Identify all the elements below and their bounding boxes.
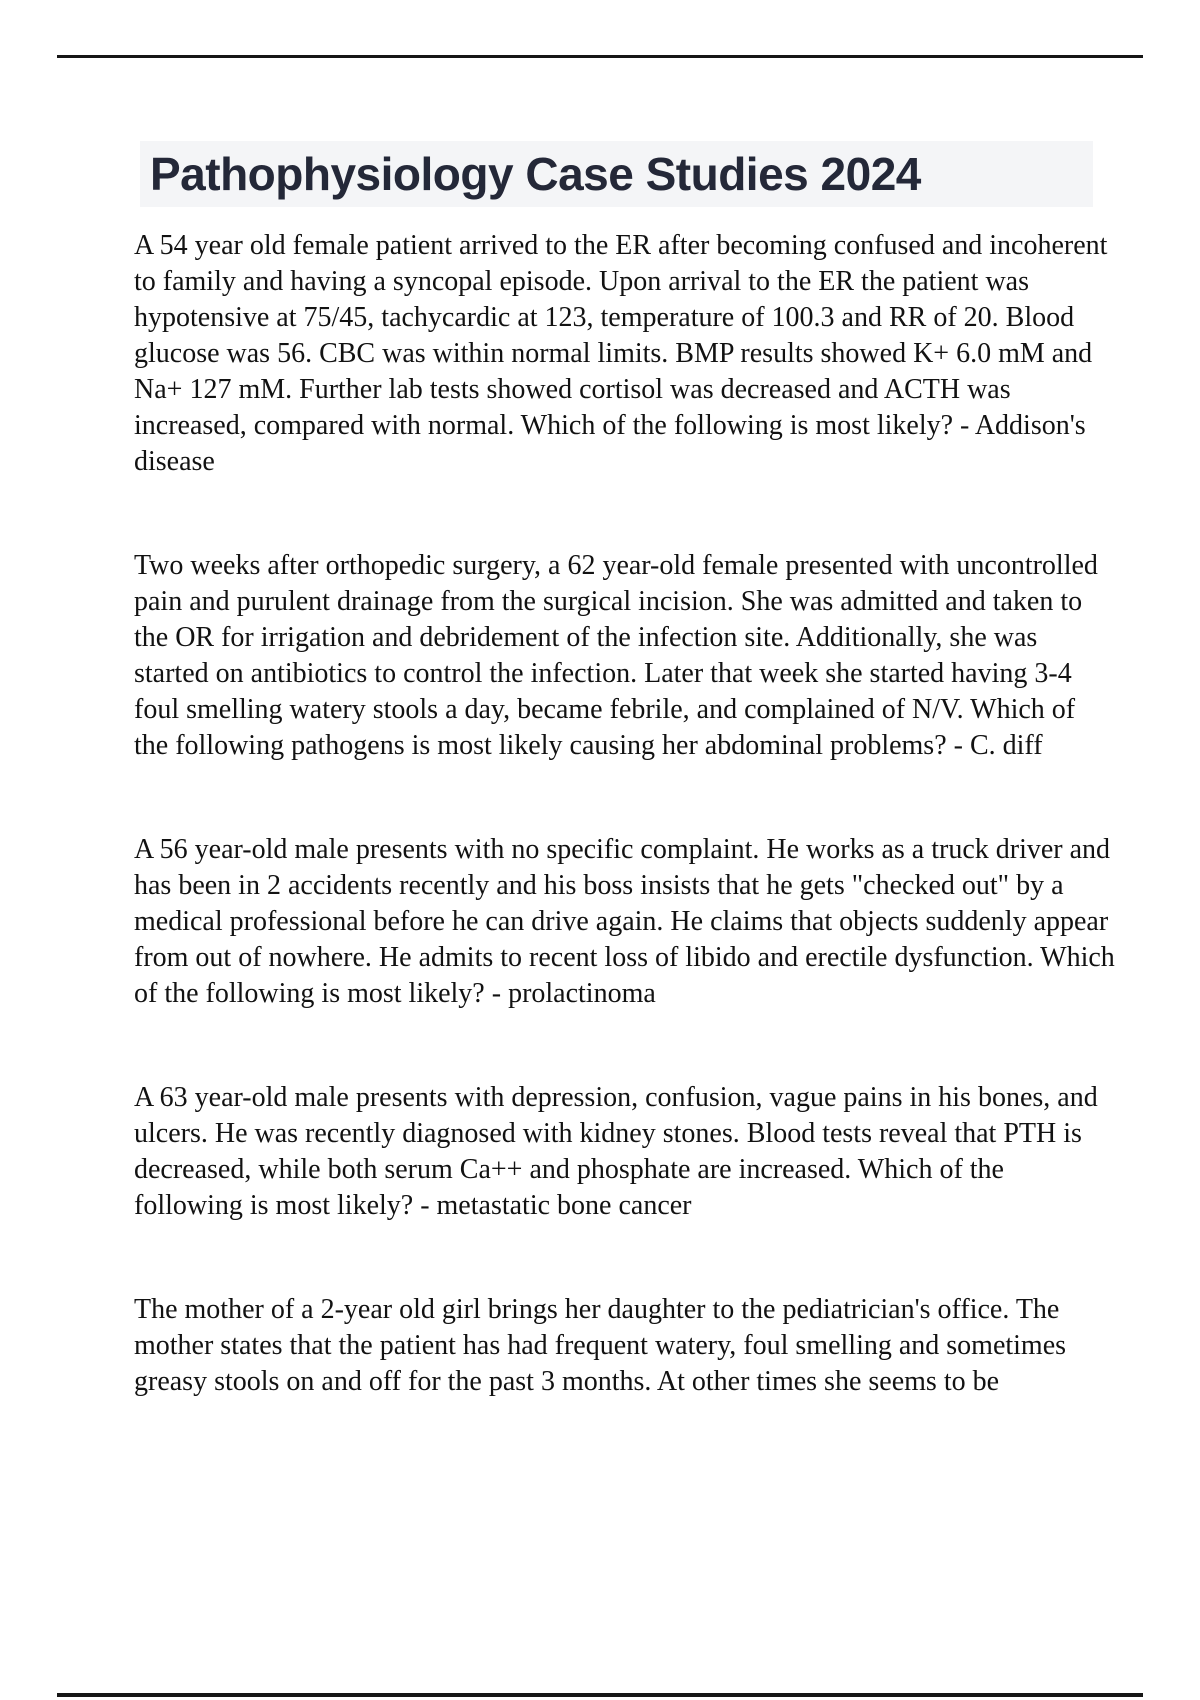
document-body <box>134 228 1116 1468</box>
case-study-paragraph-3: A 56 year-old male presents with no specific complaint. He works as a truck driver and has been in 2 accidents recently and his boss insists that he gets "checked out" by a medical professional before he can drive again. He claims that objects suddenly appear from out of nowhere. He admits to recent loss of libido and erectile dysfunction. Which of the following is most likely? - prolactinoma <box>134 834 1115 1009</box>
case-study-paragraph-4: A 63 year-old male presents with depression, confusion, vague pains in his bones, and ulcers. He was recently diagnosed with kidney stones. Blood tests reveal that PTH is decreased, while both serum Ca++ and phosphate are increased. Which of the following is most likely? - metastatic bone cancer <box>134 1082 1098 1221</box>
case-study-paragraph-2: Two weeks after orthopedic surgery, a 62 year-old female presented with uncontrolled pain and purulent drainage from the surgical incision. She was admitted and taken to the OR for irrigation and debridement of the infection site. Additionally, she was started on antibiotics to control the infection. Later that week she started having 3-4 foul smelling watery stools a day, became febrile, and complained of N/V. Which of the following pathogens is most likely causing her abdominal problems? - C. diff <box>134 550 1098 761</box>
case-study-paragraph-5: The mother of a 2-year old girl brings her daughter to the pediatrician's office. The mother states that the patient has had frequent watery, foul smelling and sometimes greasy stools on and off for the past 3 months. At other times she seems to be <box>134 1294 1067 1397</box>
page-title: Pathophysiology Case Studies 2024 <box>150 148 921 200</box>
case-study-paragraph-1: A 54 year old female patient arrived to the ER after becoming confused and incoherent to family and having a syncopal episode. Upon arrival to the ER the patient was hypotensive at 75/45, tachycardic at 123, temperature of 100.3 and RR of 20. Blood glucose was 56. CBC was within normal limits. BMP results showed K+ 6.0 mM and Na+ 127 mM. Further lab tests showed cortisol was decreased and ACTH was increased, compared with normal. Which of the following is most likely? - Addison's disease <box>134 230 1108 477</box>
title-highlight <box>140 141 1093 207</box>
bottom-horizontal-rule <box>57 1693 1143 1697</box>
top-horizontal-rule <box>57 55 1143 58</box>
